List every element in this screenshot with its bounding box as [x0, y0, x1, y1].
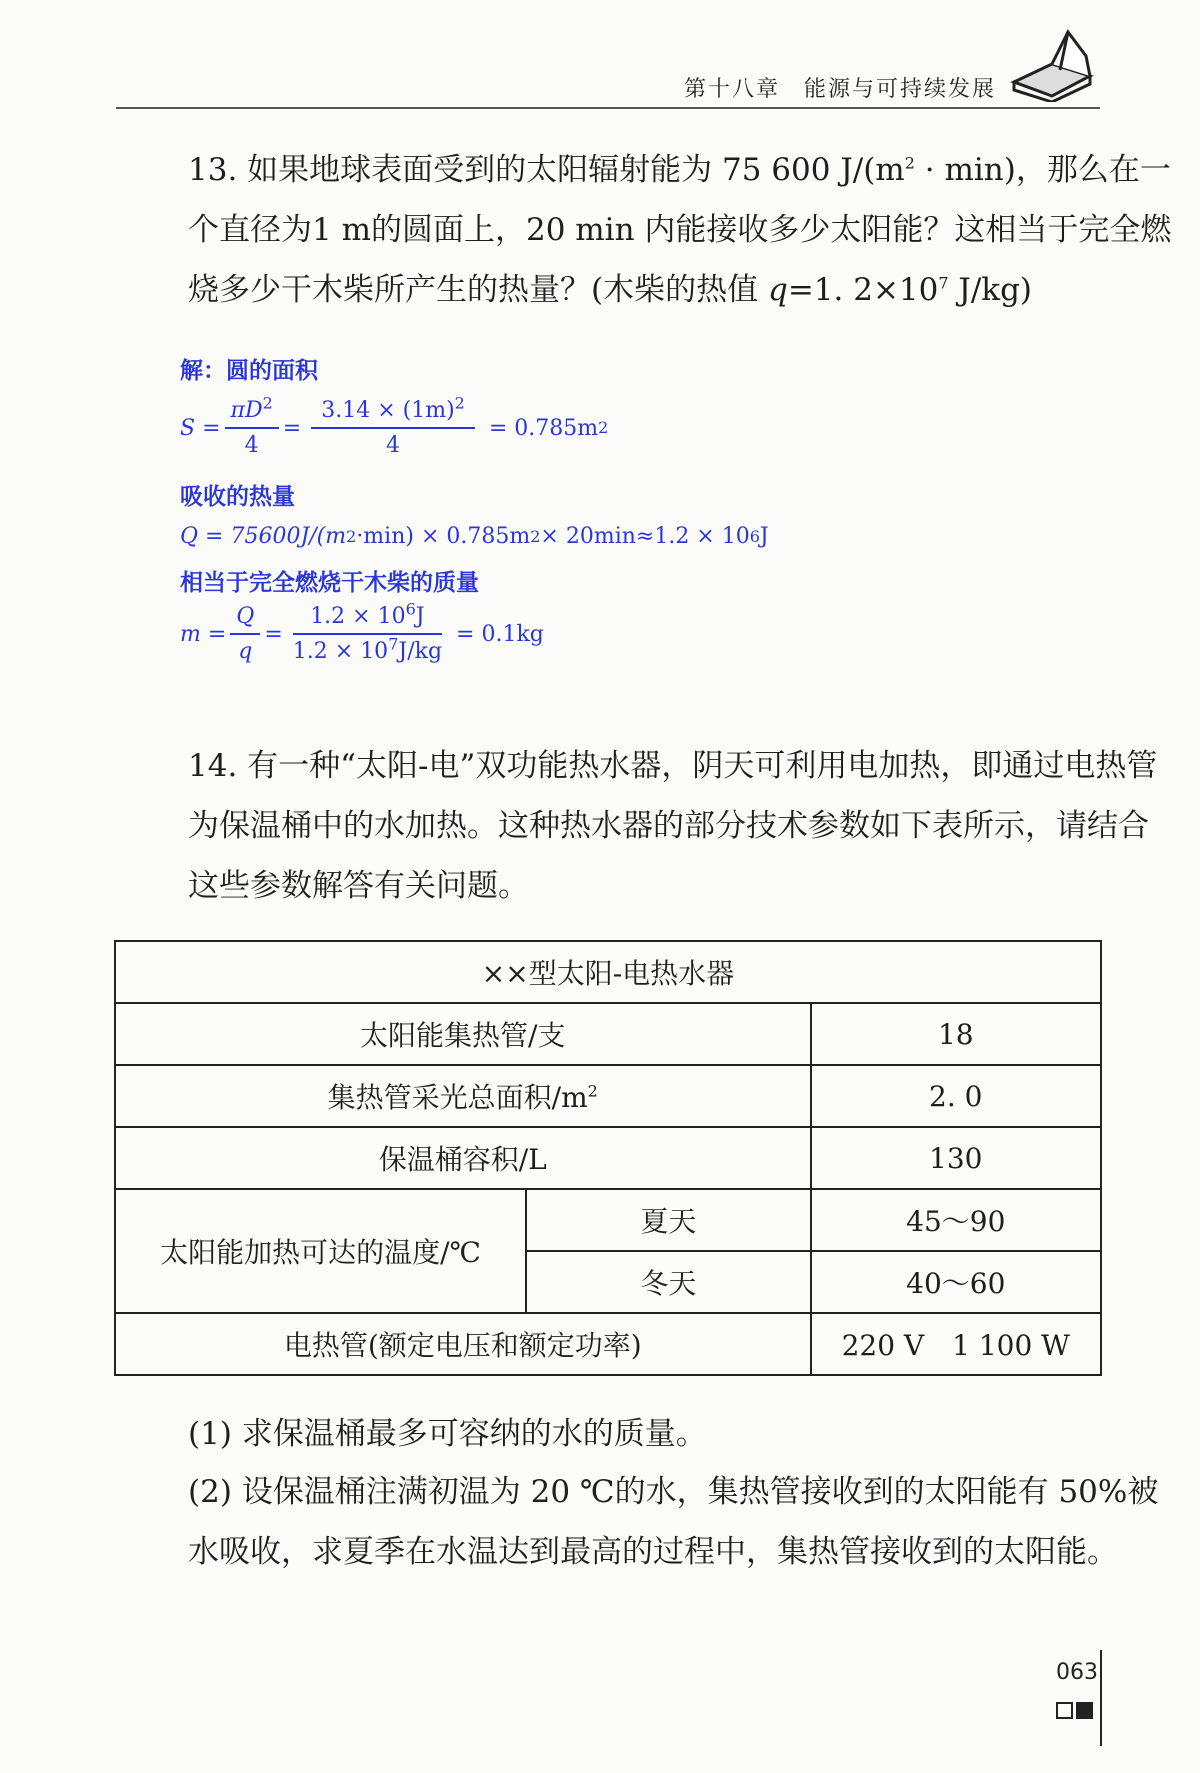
question-13-text: 13. 如果地球表面受到的太阳辐射能为 75 600 $J/(m^2 \cdot \min)$，那么在一个直径为1 m的圆面上，20 min 内能接收多少太阳能？这相当于完全燃烧多少干木柴所产生的热量？(木柴的热值 q=1. $2\times 10^7$ J/kg)	[188, 152, 1172, 308]
table-row	[115, 1003, 1101, 1065]
header-rule	[116, 107, 1100, 109]
table-row	[115, 1189, 1101, 1251]
table-cell: 冬天	[526, 1251, 810, 1313]
answer-heading-mass: 相当于完全燃烧干木柴的质量	[180, 570, 479, 596]
table-row	[115, 1065, 1101, 1127]
empty-square-icon	[1056, 1702, 1073, 1719]
table-row	[115, 1127, 1101, 1189]
table-cell: 太阳能加热可达的温度/℃	[115, 1189, 526, 1313]
table-cell: 40～60	[811, 1251, 1101, 1313]
table-cell: 保温桶容积/L	[115, 1127, 811, 1189]
table-cell: 电热管(额定电压和额定功率)	[115, 1313, 811, 1375]
table-title: ××型太阳-电热水器	[115, 941, 1101, 1003]
table-cell: 45～90	[811, 1189, 1101, 1251]
table-row	[115, 941, 1101, 1003]
question-14-part-2: (2) 设保温桶注满初温为 20 ℃的水，集热管接收到的太阳能有 50%被水吸收，求夏季在水温达到最高的过程中，集热管接收到的太阳能。	[188, 1474, 1159, 1570]
table-cell: 130	[811, 1127, 1101, 1189]
filled-square-icon	[1076, 1702, 1093, 1719]
page-marker-boxes	[1056, 1702, 1093, 1719]
page-number: 063	[1056, 1660, 1098, 1685]
answer-equation-heat: Q = 75600J/(m 2 ·min) × 0.785m 2 × 20min≈1.2 × 10 6 J	[180, 524, 769, 549]
table-cell: 夏天	[526, 1189, 810, 1251]
page-marker-line	[1100, 1650, 1102, 1746]
table-cell: 太阳能集热管/支	[115, 1003, 811, 1065]
question-14-part-1: (1) 求保温桶最多可容纳的水的质量。	[188, 1416, 707, 1452]
table-cell: 2. 0	[811, 1065, 1101, 1127]
table-row	[115, 1313, 1101, 1375]
question-14-text: 14. 有一种“太阳-电”双功能热水器，阴天可利用电加热，即通过电热管为保温桶中的水加热。这种热水器的部分技术参数如下表所示，请结合这些参数解答有关问题。	[188, 748, 1158, 904]
table-cell: 220 V 1 100 W	[811, 1313, 1101, 1375]
chapter-header-title: 第十八章 能源与可持续发展	[684, 77, 997, 102]
answer-heading-area: 解：圆的面积	[180, 358, 318, 384]
spec-table	[114, 940, 1102, 1376]
answer-equation-area: S = $\frac{\pi D^2}{4}$ = $\frac{3.14 \times (1m)^2}{4}$ = 0.785m 2	[180, 393, 609, 458]
answer-equation-mass: m = $\frac{Q}{q}$ = $\frac{1.2 \times 10^6J}{1.2 \times 10^7J/kg}$ = 0.1kg	[180, 599, 544, 664]
table-cell: 18	[811, 1003, 1101, 1065]
table-cell: 集热管采光总面积$/m^2$	[115, 1065, 811, 1127]
book-icon	[1008, 26, 1094, 102]
answer-heading-heat: 吸收的热量	[180, 484, 295, 510]
